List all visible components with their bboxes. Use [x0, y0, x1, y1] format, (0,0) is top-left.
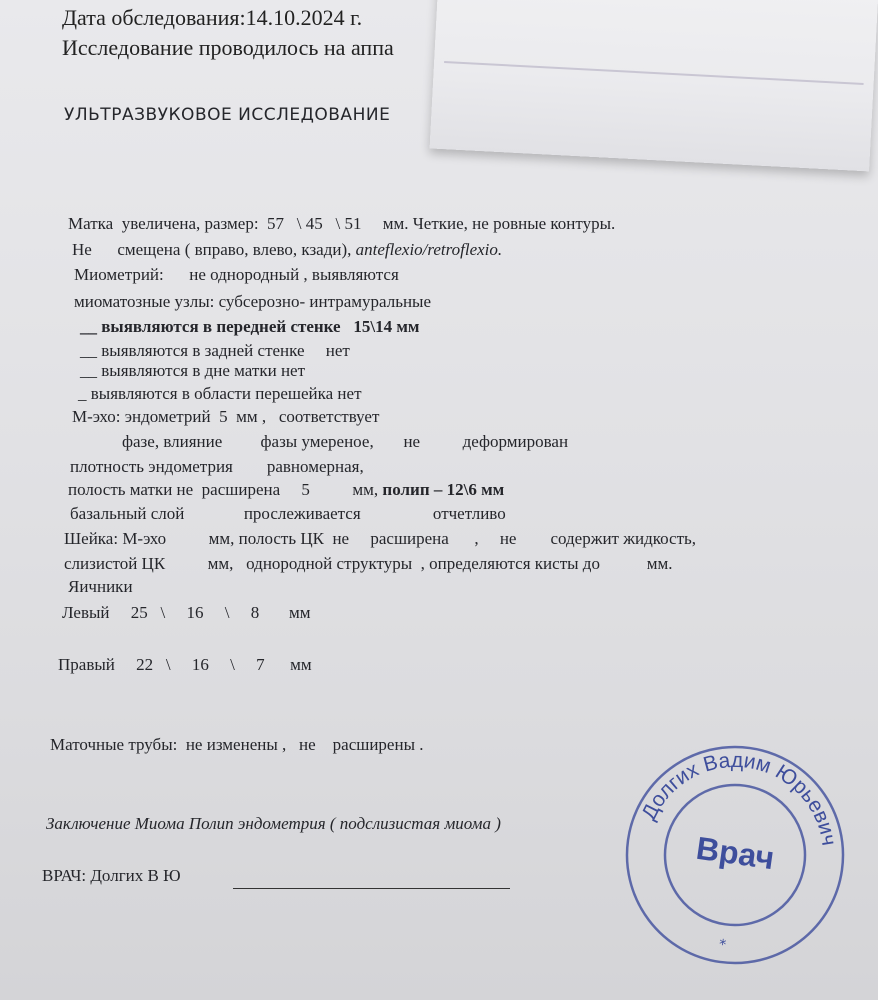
back-wall-line: __ выявляются в задней стенке нет: [80, 341, 350, 360]
uterus-size-line: Матка увеличена, размер: 57 \ 45 \ 51 мм. Четкие, не ровные контуры.: [68, 214, 616, 233]
exam-date: Дата обследования:14.10.2024 г.: [62, 5, 363, 30]
isthmus-line: _ выявляются в области перешейка нет: [78, 384, 362, 403]
uterus-position-text: Не смещена ( вправо, влево, кзади),: [72, 240, 356, 259]
uterus-flexion-text: anteflexio/retroflexio.: [355, 240, 503, 259]
overlay-paper-strip: [430, 0, 878, 171]
myoma-nodes-line: миоматозные узлы: субсерозно- интрамуральные: [74, 292, 432, 311]
doctor-stamp: [620, 740, 850, 970]
stamp-ring-text: Долгих Вадим Юрьевич: [637, 748, 841, 848]
stamp-star: *: [717, 936, 727, 954]
myometrium-line: Миометрий: не однородный , выявляются: [74, 265, 399, 284]
left-ovary-line: Левый 25 \ 16 \ 8 мм: [62, 603, 311, 622]
phase-line: фазе, влияние фазы умереное, не деформирован: [122, 432, 569, 451]
stamp-center-text: Врач: [694, 829, 777, 877]
cavity-text: полость матки не расширена 5 мм,: [68, 480, 383, 499]
conclusion-line: Заключение Миома Полип эндометрия ( подслизистая миома ): [46, 814, 501, 833]
front-wall-line: __ выявляются в передней стенке 15\14 мм: [80, 317, 420, 336]
polyp-text: полип – 12\6 мм: [382, 480, 505, 499]
ovaries-heading: Яичники: [68, 577, 133, 596]
cervix-line: Шейка: М-эхо мм, полость ЦК не расширена , не содержит жидкость,: [64, 529, 697, 548]
fundus-line: __ выявляются в дне матки нет: [80, 361, 306, 380]
doctor-line: ВРАЧ: Долгих В Ю: [42, 866, 181, 885]
m-echo-line: М-эхо: эндометрий 5 мм , соответствует: [72, 407, 380, 426]
document-title: УЛЬТРАЗВУКОВОЕ ИССЛЕДОВАНИЕ: [64, 105, 391, 125]
basal-layer-line: базальный слой прослеживается отчетливо: [70, 504, 506, 523]
density-line: плотность эндометрия равномерная,: [70, 457, 364, 476]
fallopian-tubes-line: Маточные трубы: не изменены , не расширены .: [50, 735, 424, 754]
device-line: Исследование проводилось на аппа: [62, 35, 394, 60]
cervix-mucosa-line: слизистой ЦК мм, однородной структуры , определяются кисты до мм.: [64, 554, 673, 573]
cavity-line: [68, 480, 504, 500]
right-ovary-line: Правый 22 \ 16 \ 7 мм: [58, 655, 312, 674]
overlay-crease: [444, 61, 864, 85]
signature-line: [233, 888, 510, 889]
uterus-position-line: [72, 240, 502, 260]
